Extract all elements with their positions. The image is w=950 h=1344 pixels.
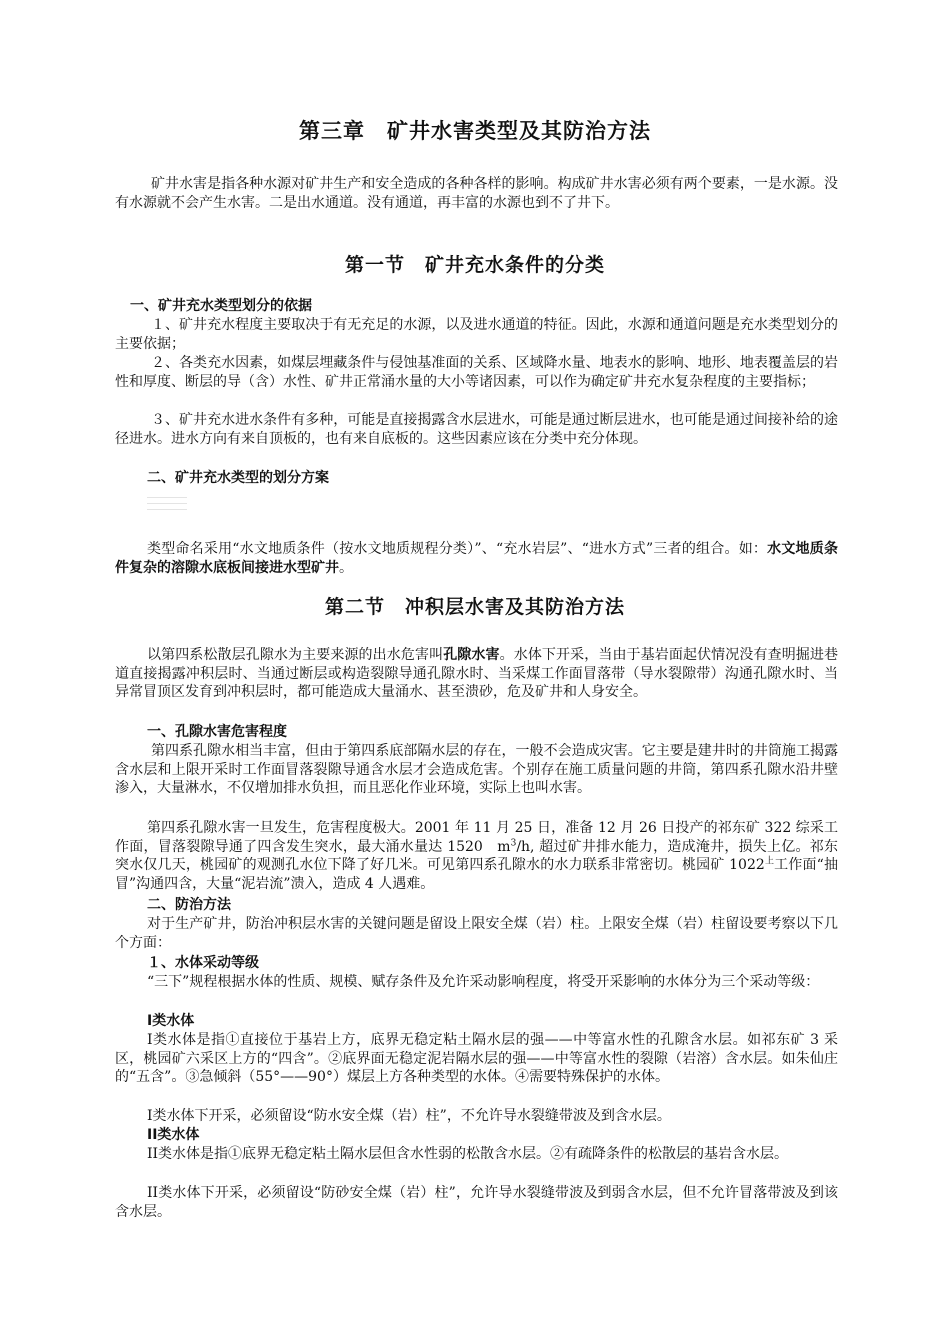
section-1-paragraph-3: ３、矿井充水进水条件有多种，可能是直接揭露含水层进水，可能是通过断层进水，也可能是通过间接补给的途径进水。进水方向有来自顶板的，也有来自底板的。这些因素应该在分类中充分体现。 xyxy=(115,412,838,447)
faint-image-placeholder xyxy=(147,497,187,519)
section-2-paragraph-3: 第四系孔隙水害一旦发生，危害程度极大。2001 年 11 月 25 日，准备 12 月 26 日投产的祁东矿 322 综采工作面，冒落裂隙导通了四含发生突水，最大涌水量达 1520 $m^3/h$, 超过矿井排水能力，造成淹井，损失上亿。祁东突水仅几天，桃园矿的观测孔水位下降了好几米。可见第四系孔隙水的水力联系非常密切。桃园矿 $1022^上$工作面“抽冒”沟通四含，大量“泥岩流”溃入，造成 4 人遇难。 xyxy=(115,820,838,892)
section-1-heading-1: 一、矿井充水类型划分的依据 xyxy=(130,298,312,314)
section-2-heading-4: I类水体 xyxy=(147,1013,195,1029)
section-2-paragraph-1: 以第四系松散层孔隙水为主要来源的出水危害叫孔隙水害。水体下开采，当由于基岩面起伏情况没有查明掘进巷道直接揭露冲积层时、当通过断层或构造裂隙导通孔隙水时、当采煤工作面冒落带（导水裂隙带）沟通孔隙水时、当异常冒顶区发育到冲积层时，都可能造成大量涌水、甚至溃砂，危及矿井和人身安全。 xyxy=(115,647,839,700)
section-2-paragraph-6: I类水体是指①直接位于基岩上方，底界无稳定粘土隔水层的强——中等富水性的孔隙含水层。如祁东矿 3 采区，桃园矿六采区上方的“四含”。②底界面无稳定泥岩隔水层的强——中等富水性的裂隙（岩溶）含水层。如朱仙庄的“五含”。③急倾斜（55°——90°）煤层上方各种类型的水体。④需要特殊保护的水体。 xyxy=(115,1032,838,1085)
chapter-title: 第三章 矿井水害类型及其防治方法 xyxy=(299,119,651,143)
example-bold-text: 水文地质条件复杂的溶隙水底板间接进水型矿井 xyxy=(115,541,838,576)
section-1-title: 第一节 矿井充水条件的分类 xyxy=(344,254,605,276)
section-1-heading-2: 二、矿井充水类型的划分方案 xyxy=(147,470,329,486)
section-2-heading-1: 一、孔隙水害危害程度 xyxy=(147,724,287,740)
section-2-paragraph-9: II类水体下开采，必须留设“防砂安全煤（岩）柱”，允许导水裂缝带波及到弱含水层，但不允许冒落带波及到该含水层。 xyxy=(115,1185,838,1220)
section-2-heading-3: １、水体采动等级 xyxy=(147,955,259,971)
section-2-title: 第二节 冲积层水害及其防治方法 xyxy=(324,596,625,618)
section-1-paragraph-2: ２、各类充水因素，如煤层埋藏条件与侵蚀基准面的关系、区域降水量、地表水的影响、地形、地表覆盖层的岩性和厚度、断层的导（含）水性、矿井正常涌水量的大小等诸因素，可以作为确定矿井充水复杂程度的主要指标； xyxy=(115,355,838,390)
section-1-paragraph-1: １、矿井充水程度主要取决于有无充足的水源，以及进水通道的特征。因此，水源和通道问题是充水类型划分的主要依据； xyxy=(115,317,838,352)
section-2-paragraph-8: II类水体是指①底界无稳定粘土隔水层但含水性弱的松散含水层。②有疏降条件的松散层的基岩含水层。 xyxy=(147,1146,789,1162)
term-bold-text: 孔隙水害 xyxy=(443,647,500,663)
section-2-paragraph-5: “三下”规程根据水体的性质、规模、赋存条件及允许采动影响程度，将受开采影响的水体分为三个采动等级： xyxy=(147,974,820,990)
section-2-paragraph-4: 对于生产矿井，防治冲积层水害的关键问题是留设上限安全煤（岩）柱。上限安全煤（岩）柱留设要考察以下几个方面： xyxy=(115,916,838,951)
section-2-paragraph-2: 第四系孔隙水相当丰富，但由于第四系底部隔水层的存在，一般不会造成灾害。它主要是建井时的井筒施工揭露含水层和上限开采时工作面冒落裂隙导通含水层才会造成危害。个别存在施工质量问题的井筒，第四系孔隙水沿井壁渗入，大量淋水，不仅增加排水负担，而且恶化作业环境，实际上也叫水害。 xyxy=(115,743,838,796)
section-2-heading-5: II类水体 xyxy=(147,1127,200,1143)
section-2-paragraph-7: I类水体下开采，必须留设“防水安全煤（岩）柱”，不允许导水裂缝带波及到含水层。 xyxy=(147,1108,671,1124)
intro-paragraph: 矿井水害是指各种水源对矿井生产和安全造成的各种各样的影响。构成矿井水害必须有两个要素，一是水源。没有水源就不会产生水害。二是出水通道。没有通道，再丰富的水源也到不了井下。 xyxy=(115,176,838,211)
section-1-paragraph-4: 类型命名采用“水文地质条件（按水文地质规程分类）”、“充水岩层”、“进水方式”三者的组合。如：水文地质条件复杂的溶隙水底板间接进水型矿井。 xyxy=(115,541,838,576)
section-2-heading-2: 二、防治方法 xyxy=(147,897,231,913)
